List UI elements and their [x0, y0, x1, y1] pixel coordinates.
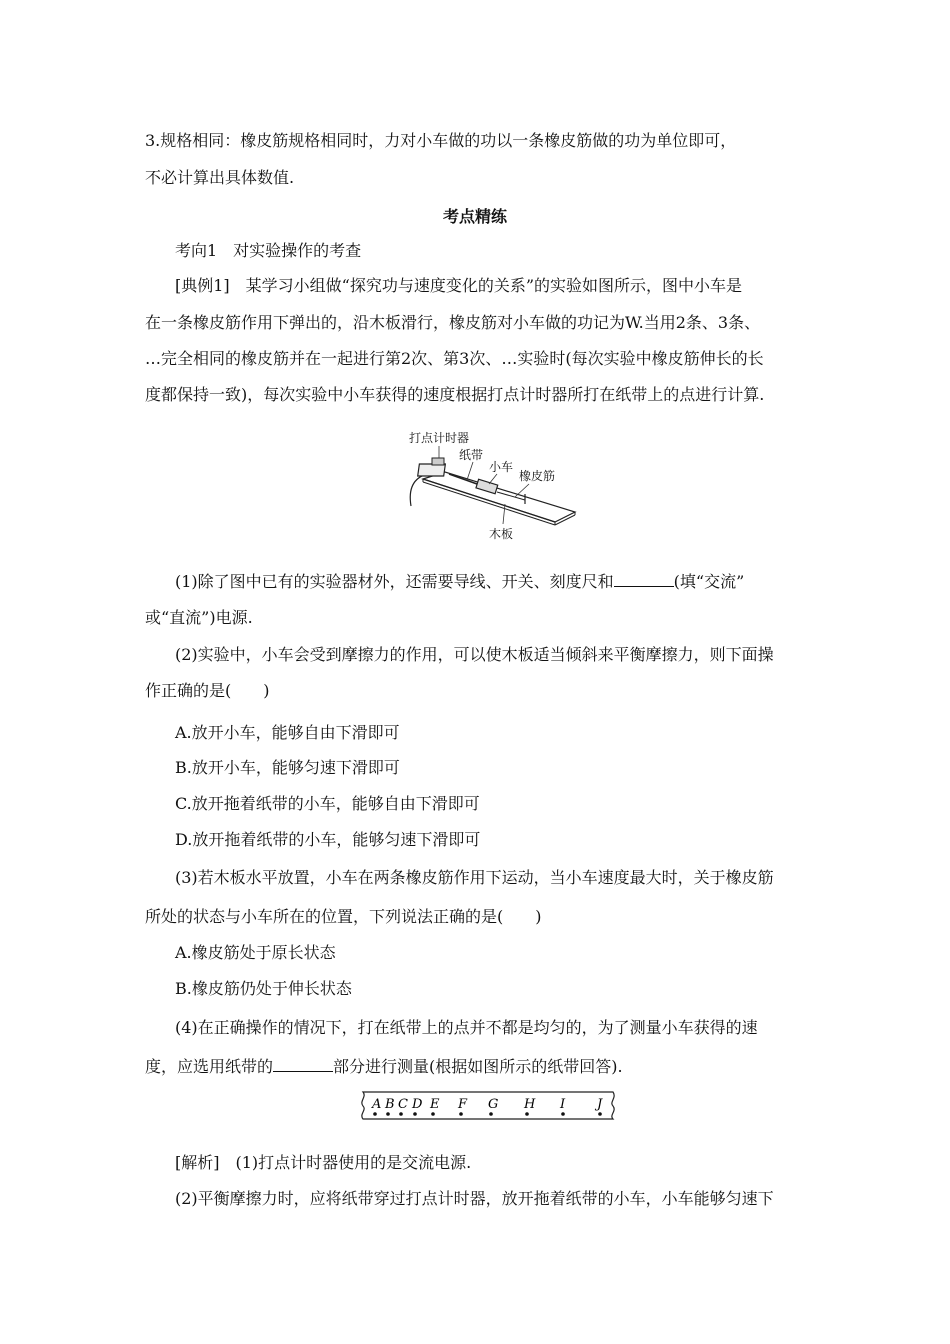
q3-option-b: B.橡皮筋仍处于伸长状态 — [175, 979, 352, 998]
solution-line-2: (2)平衡摩擦力时，应将纸带穿过打点计时器，放开拖着纸带的小车，小车能够匀速下 — [175, 1189, 774, 1208]
q3-line-1: (3)若木板水平放置，小车在两条橡皮筋作用下运动，当小车速度最大时，关于橡皮筋 — [175, 868, 774, 887]
example-line-2: 在一条橡皮筋作用下弹出的，沿木板滑行，橡皮筋对小车做的功记为W.当用2条、3条、 — [145, 313, 761, 332]
tape-dot-c — [399, 1112, 403, 1116]
tape-dot-a — [373, 1112, 377, 1116]
q3-line-2: 所处的状态与小车所在的位置，下列说法正确的是( ) — [145, 907, 542, 926]
tape-label-b: B — [385, 1097, 395, 1112]
q1-line-1 — [175, 572, 744, 592]
example-line-1: [典例1] 某学习小组做“探究功与速度变化的关系”的实验如图所示，图中小车是 — [175, 276, 743, 295]
tape-label-e: E — [430, 1097, 440, 1112]
q4-line-2 — [145, 1057, 623, 1077]
tape-dot-g — [489, 1112, 493, 1116]
tape-label-j: J — [597, 1097, 603, 1112]
tape-label-h: H — [524, 1097, 536, 1112]
q1-text-a: (1)除了图中已有的实验器材外，还需要导线、开关、刻度尺和 — [175, 572, 614, 591]
intro-paragraph-line-1: 3.规格相同：橡皮筋规格相同时，力对小车做的功以一条橡皮筋做的功为单位即可， — [145, 131, 737, 150]
label-board: 木板 — [489, 527, 514, 541]
tape-dot-e — [431, 1112, 435, 1116]
q1-text-b: (填“交流” — [673, 572, 745, 591]
tape-dot-f — [459, 1112, 463, 1116]
q4-line-1: (4)在正确操作的情况下，打在纸带上的点并不都是均匀的，为了测量小车获得的速 — [175, 1018, 758, 1037]
paper-tape-figure — [355, 1086, 625, 1124]
answer-blank-1[interactable] — [614, 572, 674, 587]
tape-dot-d — [413, 1112, 417, 1116]
solution-line-1: [解析] (1)打点计时器使用的是交流电源. — [175, 1153, 472, 1172]
q4-text-b: 部分进行测量(根据如图所示的纸带回答). — [333, 1057, 623, 1076]
q2-option-b: B.放开小车，能够匀速下滑即可 — [175, 758, 400, 777]
tape-label-a: A — [372, 1097, 382, 1112]
tape-label-c: C — [398, 1097, 408, 1112]
q2-option-d: D.放开拖着纸带的小车，能够匀速下滑即可 — [175, 830, 481, 849]
q3-option-a: A.橡皮筋处于原长状态 — [175, 943, 336, 962]
timer-device — [418, 464, 446, 476]
tape-dot-h — [525, 1112, 529, 1116]
q2-option-a: A.放开小车，能够自由下滑即可 — [175, 723, 400, 742]
example-line-3: …完全相同的橡皮筋并在一起进行第2次、第3次、…实验时(每次实验中橡皮筋伸长的长 — [145, 349, 764, 368]
q1-line-2: 或“直流”)电源. — [145, 608, 253, 627]
q2-line-1: (2)实验中，小车会受到摩擦力的作用，可以使木板适当倾斜来平衡摩擦力，则下面操 — [175, 645, 774, 664]
tape-dot-i — [561, 1112, 565, 1116]
label-timer: 打点计时器 — [409, 431, 470, 445]
q2-option-c: C.放开拖着纸带的小车，能够自由下滑即可 — [175, 794, 480, 813]
tape-dot-b — [386, 1112, 390, 1116]
apparatus-figure — [405, 424, 580, 546]
q4-text-a: 度，应选用纸带的 — [145, 1057, 274, 1076]
tape-label-i: I — [560, 1097, 566, 1112]
label-rubber-band: 橡皮筋 — [519, 469, 556, 483]
answer-blank-2[interactable] — [273, 1057, 333, 1072]
tape-label-g: G — [488, 1097, 499, 1112]
example-line-4: 度都保持一致)，每次实验中小车获得的速度根据打点计时器所打在纸带上的点进行计算. — [145, 385, 765, 404]
tape-dot-j — [598, 1112, 602, 1116]
label-tape: 纸带 — [459, 448, 484, 462]
tape-label-d: D — [412, 1097, 423, 1112]
topic-heading: 考向1 对实验操作的考查 — [175, 241, 362, 260]
label-car: 小车 — [489, 460, 514, 474]
section-title: 考点精练 — [442, 207, 507, 226]
tape-label-f: F — [458, 1097, 468, 1112]
intro-paragraph-line-2: 不必计算出具体数值. — [145, 168, 295, 187]
q2-line-2: 作正确的是( ) — [145, 681, 270, 700]
